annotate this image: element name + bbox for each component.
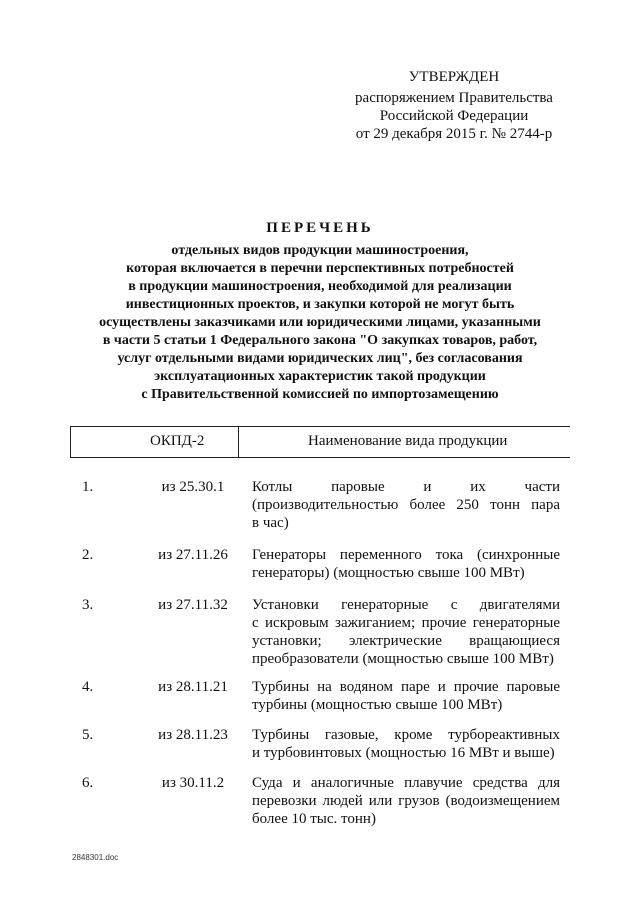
- row-name-line: с искровым зажиганием; прочие генераторные: [252, 615, 560, 631]
- subtitle-line: в продукции машиностроения, необходимой для реализации: [128, 279, 512, 294]
- row-name: [252, 678, 560, 714]
- column-header-code: ОКПД-2: [150, 433, 205, 449]
- subtitle-line: с Правительственной комиссией по импортозамещению: [141, 387, 499, 402]
- footer-filename: 2848301.doc: [72, 853, 119, 862]
- row-number: 4.: [82, 679, 94, 695]
- row-name: [252, 774, 560, 828]
- approval-line: от 29 декабря 2015 г. № 2744-р: [355, 126, 553, 142]
- row-name-line: и турбовинтовых (мощностью 16 МВт и выше): [252, 745, 555, 761]
- column-header-name: Наименование вида продукции: [308, 433, 508, 449]
- row-name-line: Генераторы переменного тока (синхронные: [252, 547, 560, 563]
- row-name-line: в час): [252, 515, 289, 531]
- subtitle-line: услуг отдельными видами юридических лиц", без согласования: [117, 351, 523, 366]
- approval-title: УТВЕРЖДЕН: [408, 69, 500, 85]
- row-number: 5.: [82, 727, 94, 743]
- approval-stamp: [330, 68, 578, 143]
- row-name-line: преобразователи (мощностью свыше 100 МВт): [252, 651, 554, 667]
- row-name-line: перевозки людей или грузов (водоизмещением: [252, 793, 560, 809]
- table-divider: [70, 426, 71, 457]
- row-name-line: генераторы) (мощностью свыше 100 МВт): [252, 565, 525, 581]
- table-header: [70, 426, 570, 458]
- row-code: из 27.11.26: [158, 547, 228, 563]
- approval-line: Российской Федерации: [379, 108, 529, 124]
- row-name: [252, 478, 560, 532]
- row-name-line: Суда и аналогичные плавучие средства для: [252, 775, 560, 791]
- subtitle-line: в части 5 статьи 1 Федерального закона "О закупках товаров, работ,: [102, 333, 538, 348]
- row-name-line: (производительностью более 250 тонн пара: [252, 497, 560, 513]
- row-code: из 27.11.32: [158, 597, 228, 613]
- row-name-line: более 10 тыс. тонн): [252, 811, 376, 827]
- row-number: 6.: [82, 775, 94, 791]
- row-name-line: Котлы паровые и их части: [252, 479, 560, 495]
- row-code: из 30.11.2: [161, 775, 225, 791]
- table-divider: [238, 426, 239, 457]
- row-name: [252, 546, 560, 582]
- row-code: из 28.11.21: [158, 679, 228, 695]
- row-name-line: Установки генераторные с двигателями: [252, 597, 560, 613]
- row-name-line: турбины (мощностью свыше 100 МВт): [252, 697, 503, 713]
- subtitle-line: эксплуатационных характеристик такой продукции: [154, 369, 486, 384]
- approval-line: распоряжением Правительства: [355, 90, 553, 106]
- row-number: 2.: [82, 547, 94, 563]
- row-code: из 28.11.23: [158, 727, 228, 743]
- row-name-line: Турбины газовые, кроме турбореактивных: [252, 727, 560, 743]
- row-name: [252, 726, 560, 762]
- row-number: 1.: [82, 479, 94, 495]
- row-number: 3.: [82, 597, 94, 613]
- document-title: ПЕРЕЧЕНЬ: [266, 220, 374, 236]
- subtitle-line: осуществлены заказчиками или юридическими лицами, указанными: [99, 315, 541, 330]
- subtitle-line: которая включается в перечни перспективных потребностей: [126, 261, 514, 276]
- row-name-line: установки; электрические вращающиеся: [252, 633, 560, 649]
- row-name-line: Турбины на водяном паре и прочие паровые: [252, 679, 560, 695]
- row-name: [252, 596, 560, 668]
- subtitle-line: инвестиционных проектов, и закупки которой не могут быть: [125, 297, 515, 312]
- document-subtitle: [70, 242, 570, 404]
- row-code: из 25.30.1: [161, 479, 225, 495]
- subtitle-line: отдельных видов продукции машиностроения,: [171, 243, 469, 258]
